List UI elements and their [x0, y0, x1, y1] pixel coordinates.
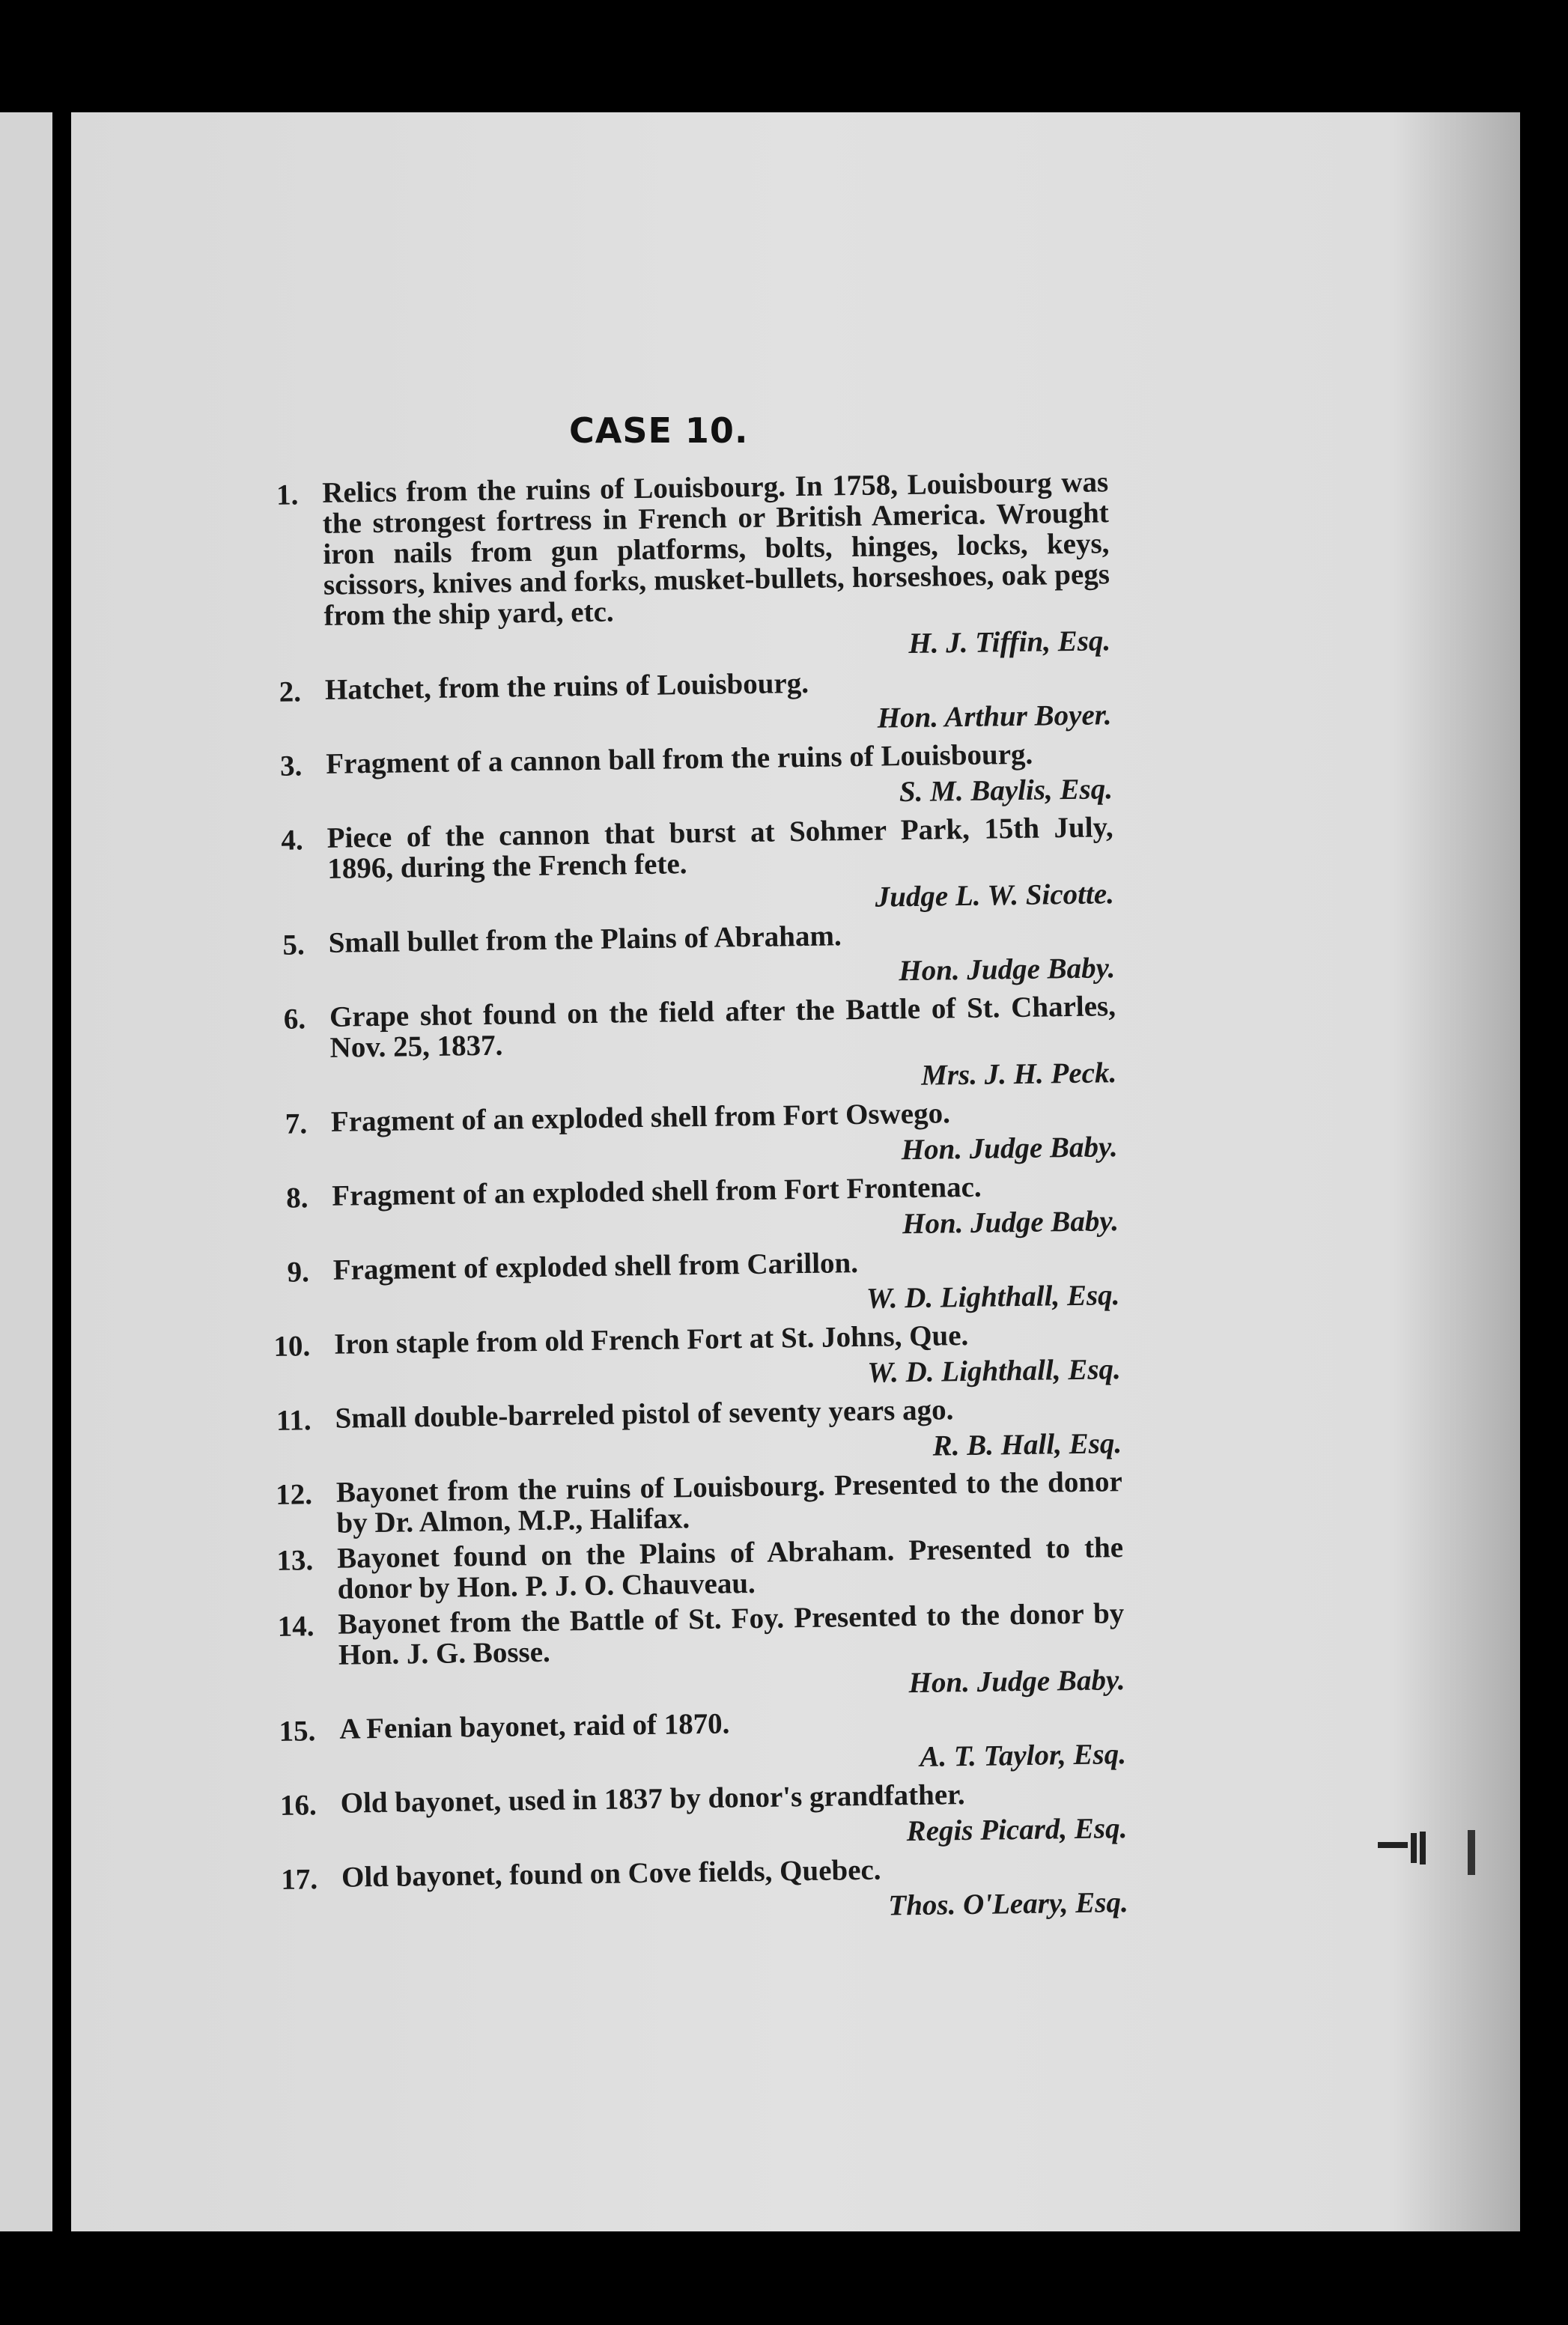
entry-description: Old bayonet, found on Cove fields, Quebec.	[341, 1853, 881, 1894]
catalogue-entry	[219, 1095, 1118, 1178]
entry-number: 12.	[275, 1478, 313, 1511]
catalogue-entry	[214, 812, 1114, 925]
catalogue-entry	[222, 1318, 1121, 1400]
entry-donor: W. D. Lighthall, Esq.	[867, 1353, 1122, 1389]
catalogue-entry	[229, 1851, 1128, 1933]
entry-number: 2.	[279, 675, 302, 708]
entry-number: 11.	[276, 1404, 312, 1437]
entry-description: Bayonet from the Battle of St. Foy. Presented to the donor by Hon. J. G. Bosse.	[338, 1597, 1125, 1671]
catalogue-entry	[224, 1466, 1123, 1540]
entry-donor: Regis Picard, Esq.	[906, 1812, 1128, 1848]
entry-description: Hatchet, from the ruins of Louisbourg.	[324, 666, 809, 706]
entry-description: Small bullet from the Plains of Abraham.	[328, 920, 842, 959]
entry-donor: Hon. Judge Baby.	[899, 952, 1116, 988]
entry-donor: Hon. Judge Baby.	[908, 1664, 1125, 1700]
entry-number: 15.	[279, 1715, 316, 1748]
entry-description: Fragment of an exploded shell from Fort Frontenac.	[332, 1170, 982, 1212]
entry-description: Bayonet from the ruins of Louisbourg. Presented to the donor by Dr. Almon, M.P., Halifax.	[335, 1465, 1123, 1540]
catalogue-entry	[216, 917, 1115, 999]
entry-donor: R. B. Hall, Esq.	[932, 1427, 1122, 1462]
entry-number: 13.	[276, 1544, 314, 1577]
entry-number: 8.	[285, 1182, 309, 1215]
entry-number: 6.	[283, 1003, 306, 1036]
entry-number: 3.	[279, 750, 303, 782]
entry-description: Grape shot found on the field after the Battle of St. Charles, Nov. 25, 1837.	[329, 990, 1116, 1064]
entry-description: Old bayonet, used in 1837 by donor's grandfather.	[340, 1778, 965, 1820]
entry-donor: W. D. Lighthall, Esq.	[866, 1279, 1120, 1315]
entry-donor: Hon. Judge Baby.	[902, 1205, 1119, 1241]
entry-number: 5.	[282, 929, 305, 961]
entry-description: A Fenian bayonet, raid of 1870.	[339, 1707, 730, 1745]
binding-marks	[1378, 1827, 1498, 1879]
entry-description: Fragment of exploded shell from Carillon.	[332, 1247, 859, 1286]
entry-number: 1.	[276, 478, 299, 511]
entry-description: Iron staple from old French Fort at St. Johns, Que.	[333, 1319, 969, 1361]
entry-number: 16.	[279, 1789, 317, 1822]
catalogue-entry	[227, 1703, 1126, 1785]
catalogue-entry	[225, 1598, 1125, 1711]
entry-number: 10.	[273, 1330, 311, 1363]
entry-donor: Hon. Judge Baby.	[901, 1131, 1118, 1167]
catalogue-entry	[219, 1170, 1119, 1252]
entry-donor: Mrs. J. H. Peck.	[920, 1057, 1117, 1092]
entry-donor: A. T. Taylor, Esq.	[920, 1738, 1127, 1773]
entry-description: Fragment of an exploded shell from Fort Oswego.	[330, 1097, 951, 1138]
catalogue-list	[210, 466, 1128, 1938]
entry-description: Relics from the ruins of Louisbourg. In 1758, Louisbourg was the strongest fortress in French or British America. Wrought iron nails from gun platforms, bolts, hinges, locks, keys, scissors, knives and forks, musket-bullets, horseshoes, oak pegs from the ship yard, etc.	[321, 466, 1110, 632]
catalogue-entry	[217, 991, 1117, 1104]
catalogue-entry	[213, 663, 1112, 746]
entry-number: 14.	[277, 1610, 314, 1643]
entry-description: Fragment of a cannon ball from the ruins of Louisbourg.	[326, 738, 1033, 780]
entry-donor: S. M. Baylis, Esq.	[899, 773, 1113, 809]
catalogue-entry	[228, 1777, 1127, 1859]
catalogue-entry	[220, 1244, 1119, 1326]
page-title: CASE 10.	[569, 410, 749, 451]
catalogue-entry	[222, 1392, 1122, 1474]
entry-number: 9.	[287, 1256, 310, 1289]
entry-donor: Thos. O'Leary, Esq.	[888, 1886, 1128, 1922]
binding-shadow	[1393, 112, 1543, 2231]
entry-number: 7.	[285, 1107, 308, 1140]
entry-number: 4.	[281, 824, 304, 857]
entry-description: Piece of the cannon that burst at Sohmer Park, 15th July, 1896, during the French fete.	[326, 811, 1113, 885]
entry-donor: Hon. Arthur Boyer.	[877, 699, 1112, 735]
catalogue-entry	[225, 1532, 1124, 1606]
facing-page-edge	[0, 112, 52, 2231]
catalogue-entry	[210, 466, 1110, 672]
entry-donor: H. J. Tiffin, Esq.	[908, 624, 1111, 660]
entry-donor: Judge L. W. Sicotte.	[875, 878, 1115, 914]
entry-description: Bayonet found on the Plains of Abraham. Presented to the donor by Hon. P. J. O. Chauveau.	[336, 1531, 1124, 1605]
entry-description: Small double-barreled pistol of seventy years ago.	[335, 1394, 954, 1435]
catalogue-entry	[213, 738, 1113, 820]
entry-number: 17.	[281, 1863, 318, 1896]
